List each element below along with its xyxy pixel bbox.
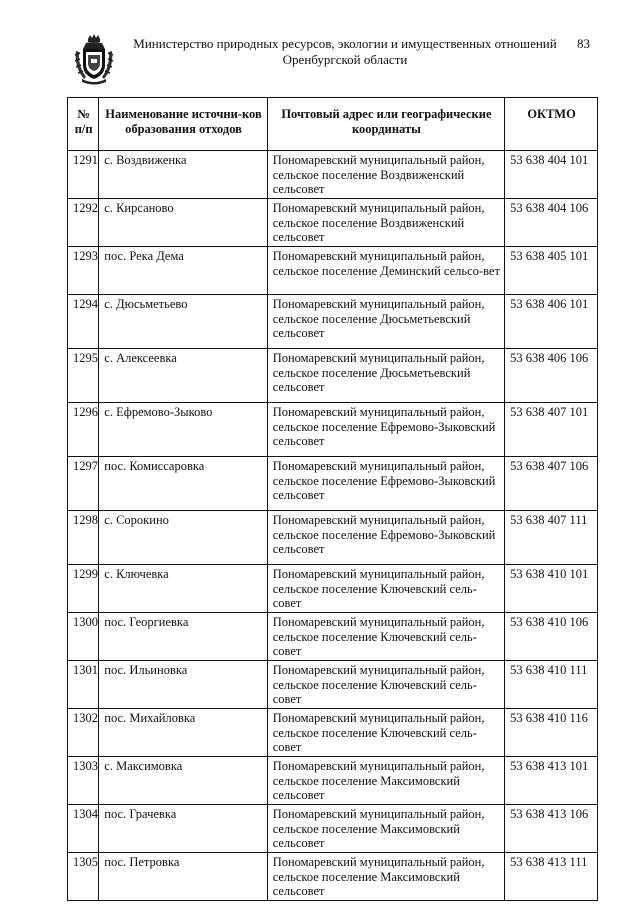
oktmo-code: 53 638 413 106 bbox=[505, 805, 598, 853]
row-number: 1295 bbox=[68, 349, 99, 403]
row-number: 1301 bbox=[68, 661, 99, 709]
source-name: с. Ключевка bbox=[99, 565, 267, 613]
oktmo-code: 53 638 407 111 bbox=[505, 511, 598, 565]
source-name: с. Алексеевка bbox=[99, 349, 267, 403]
address: Пономаревский муниципальный район, сельское поселение Ключевский сель-совет bbox=[267, 709, 504, 757]
page-number: 83 bbox=[577, 36, 590, 51]
source-name: с. Дюсьметьево bbox=[99, 295, 267, 349]
oktmo-code: 53 638 413 101 bbox=[505, 757, 598, 805]
address: Пономаревский муниципальный район, сельское поселение Максимовский сельсовет bbox=[267, 757, 504, 805]
oktmo-code: 53 638 405 101 bbox=[505, 247, 598, 295]
row-number: 1291 bbox=[68, 151, 99, 199]
source-name: пос. Георгиевка bbox=[99, 613, 267, 661]
table-row bbox=[68, 349, 598, 403]
address: Пономаревский муниципальный район, сельское поселение Ефремово-Зыковский сельсовет bbox=[267, 511, 504, 565]
ministry-name-line2: Оренбургской области bbox=[282, 52, 408, 67]
oktmo-code: 53 638 410 116 bbox=[505, 709, 598, 757]
source-name: с. Максимовка bbox=[99, 757, 267, 805]
address: Пономаревский муниципальный район, сельское поселение Деминский сельсо-вет bbox=[267, 247, 504, 295]
row-number: 1305 bbox=[68, 853, 99, 901]
table-row bbox=[68, 295, 598, 349]
source-name: пос. Ильиновка bbox=[99, 661, 267, 709]
waste-sources-table bbox=[67, 97, 598, 901]
table-row bbox=[68, 247, 598, 295]
row-number: 1296 bbox=[68, 403, 99, 457]
address: Пономаревский муниципальный район, сельское поселение Максимовский сельсовет bbox=[267, 805, 504, 853]
row-number: 1292 bbox=[68, 199, 99, 247]
row-number: 1294 bbox=[68, 295, 99, 349]
table-row bbox=[68, 709, 598, 757]
source-name: с. Сорокино bbox=[99, 511, 267, 565]
oktmo-code: 53 638 404 106 bbox=[505, 199, 598, 247]
oktmo-code: 53 638 410 101 bbox=[505, 565, 598, 613]
address: Пономаревский муниципальный район, сельское поселение Дюсьметьевский сельсовет bbox=[267, 295, 504, 349]
table-row bbox=[68, 403, 598, 457]
source-name: с. Кирсаново bbox=[99, 199, 267, 247]
table-row bbox=[68, 613, 598, 661]
source-name: с. Ефремово-Зыково bbox=[99, 403, 267, 457]
table-row bbox=[68, 151, 598, 199]
column-header-address: Почтовый адрес или географические координаты bbox=[267, 98, 504, 151]
oktmo-code: 53 638 413 111 bbox=[505, 853, 598, 901]
source-name: с. Воздвиженка bbox=[99, 151, 267, 199]
table-row bbox=[68, 565, 598, 613]
table-row bbox=[68, 757, 598, 805]
table-row bbox=[68, 199, 598, 247]
column-header-oktmo: ОКТМО bbox=[505, 98, 598, 151]
table-header-row bbox=[68, 98, 598, 151]
table-row bbox=[68, 805, 598, 853]
table-row bbox=[68, 511, 598, 565]
source-name: пос. Петровка bbox=[99, 853, 267, 901]
column-header-source-name: Наименование источни-ков образования отходов bbox=[99, 98, 267, 151]
table-row bbox=[68, 457, 598, 511]
source-name: пос. Михайловка bbox=[99, 709, 267, 757]
address: Пономаревский муниципальный район, сельское поселение Ключевский сель-совет bbox=[267, 613, 504, 661]
row-number: 1299 bbox=[68, 565, 99, 613]
coat-of-arms-icon bbox=[72, 33, 116, 85]
source-name: пос. Комиссаровка bbox=[99, 457, 267, 511]
address: Пономаревский муниципальный район, сельское поселение Дюсьметьевский сельсовет bbox=[267, 349, 504, 403]
row-number: 1304 bbox=[68, 805, 99, 853]
source-name: пос. Река Дема bbox=[99, 247, 267, 295]
oktmo-code: 53 638 410 111 bbox=[505, 661, 598, 709]
address: Пономаревский муниципальный район, сельское поселение Воздвиженский сельсовет bbox=[267, 151, 504, 199]
address: Пономаревский муниципальный район, сельское поселение Ефремово-Зыковский сельсовет bbox=[267, 457, 504, 511]
row-number: 1297 bbox=[68, 457, 99, 511]
row-number: 1298 bbox=[68, 511, 99, 565]
source-name: пос. Грачевка bbox=[99, 805, 267, 853]
oktmo-code: 53 638 406 101 bbox=[505, 295, 598, 349]
row-number: 1302 bbox=[68, 709, 99, 757]
oktmo-code: 53 638 410 106 bbox=[505, 613, 598, 661]
column-header-number: № п/п bbox=[68, 98, 99, 151]
table-row bbox=[68, 853, 598, 901]
address: Пономаревский муниципальный район, сельское поселение Воздвиженский сельсовет bbox=[267, 199, 504, 247]
row-number: 1303 bbox=[68, 757, 99, 805]
oktmo-code: 53 638 407 101 bbox=[505, 403, 598, 457]
oktmo-code: 53 638 406 106 bbox=[505, 349, 598, 403]
address: Пономаревский муниципальный район, сельское поселение Ключевский сель-совет bbox=[267, 565, 504, 613]
address: Пономаревский муниципальный район, сельское поселение Ефремово-Зыковский сельсовет bbox=[267, 403, 504, 457]
table-row bbox=[68, 661, 598, 709]
oktmo-code: 53 638 404 101 bbox=[505, 151, 598, 199]
ministry-name-line1: Министерство природных ресурсов, экологии и имущественных отношений bbox=[133, 36, 557, 51]
address: Пономаревский муниципальный район, сельское поселение Ключевский сель-совет bbox=[267, 661, 504, 709]
document-header bbox=[122, 36, 568, 68]
row-number: 1293 bbox=[68, 247, 99, 295]
oktmo-code: 53 638 407 106 bbox=[505, 457, 598, 511]
row-number: 1300 bbox=[68, 613, 99, 661]
address: Пономаревский муниципальный район, сельское поселение Максимовский сельсовет bbox=[267, 853, 504, 901]
